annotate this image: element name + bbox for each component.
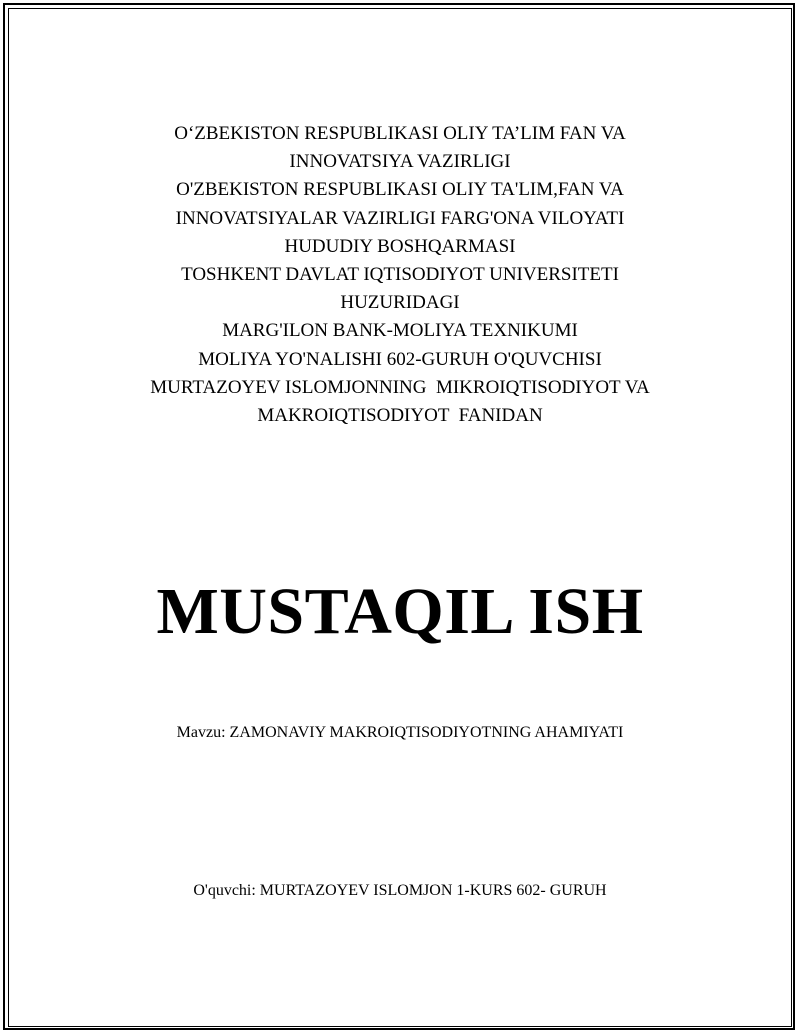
header-line: MARG'ILON BANK-MOLIYA TEXNIKUMI <box>222 320 578 342</box>
topic-line: Mavzu: ZAMONAVIY MAKROIQTISODIYOTNING AHAMIYATI <box>176 724 624 741</box>
student-line: O'quvchi: MURTAZOYEV ISLOMJON 1-KURS 602- GURUH <box>193 882 607 899</box>
header-line: HUZURIDAGI <box>340 292 460 314</box>
header-line: INNOVATSIYALAR VAZIRLIGI FARG'ONA VILOYATI <box>175 207 625 229</box>
institution-header <box>60 120 740 430</box>
header-line: HUDUDIY BOSHQARMASI <box>284 235 516 257</box>
header-line: INNOVATSIYA VAZIRLIGI <box>289 151 511 173</box>
header-line: MAKROIQTISODIYOT FANIDAN <box>257 405 543 427</box>
document-title: MUSTAQIL ISH <box>156 575 644 648</box>
header-line: O'ZBEKISTON RESPUBLIKASI OLIY TA'LIM,FAN VA <box>176 179 624 201</box>
header-line: MOLIYA YO'NALISHI 602-GURUH O'QUVCHISI <box>198 348 602 370</box>
header-line: O‘ZBEKISTON RESPUBLIKASI OLIY TA’LIM FAN VA <box>174 123 626 144</box>
header-line: TOSHKENT DAVLAT IQTISODIYOT UNIVERSITETI <box>181 264 619 286</box>
header-line: MURTAZOYEV ISLOMJONNING MIKROIQTISODIYOT VA <box>150 376 650 398</box>
